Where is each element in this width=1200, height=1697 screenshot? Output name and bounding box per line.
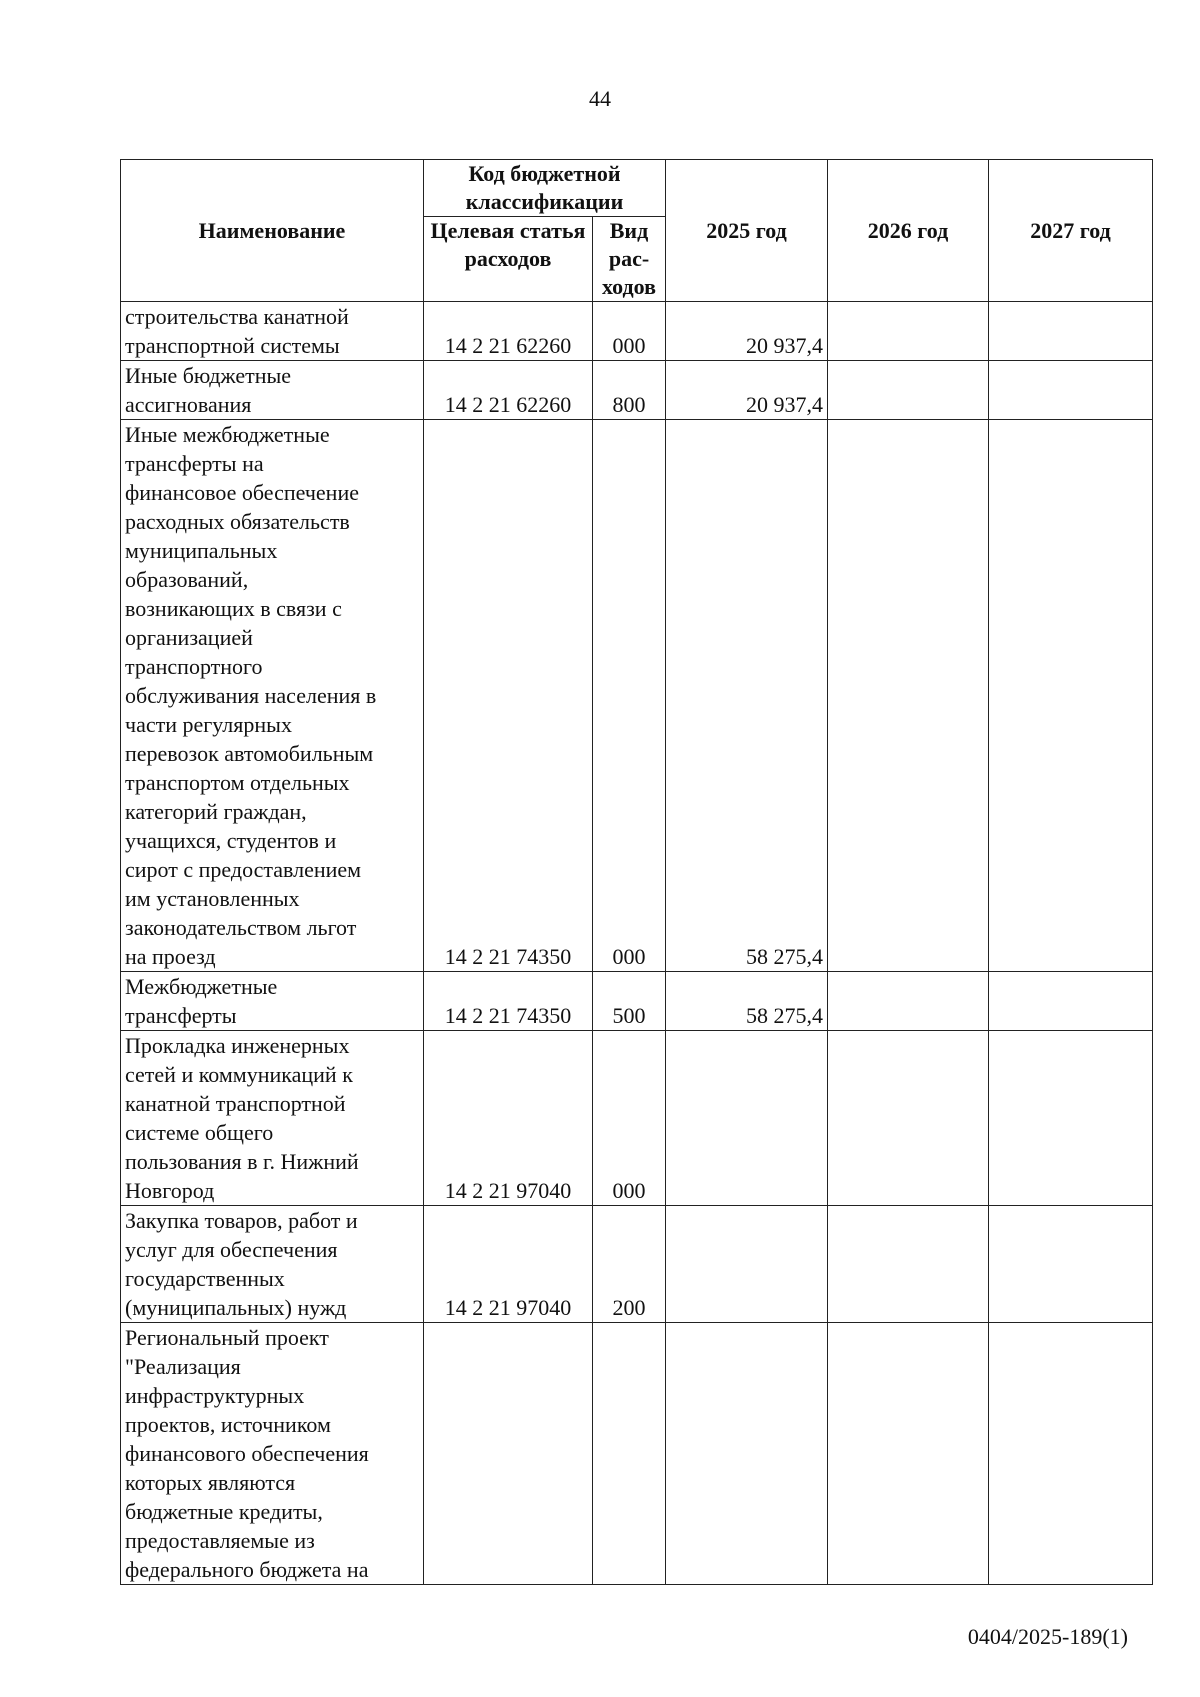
row-2026-cell bbox=[828, 361, 989, 420]
table-row bbox=[121, 972, 1153, 1031]
row-expense-kind-cell: 000 bbox=[593, 1031, 666, 1206]
table-body bbox=[121, 302, 1153, 1585]
row-2027-cell bbox=[989, 1031, 1153, 1206]
document-code: 0404/2025-189(1) bbox=[967, 1624, 1128, 1649]
row-2027-cell bbox=[989, 302, 1153, 361]
table-row bbox=[121, 1031, 1153, 1206]
row-expense-kind-cell: 000 bbox=[593, 302, 666, 361]
row-2027-cell bbox=[989, 972, 1153, 1031]
row-2026-cell bbox=[828, 1031, 989, 1206]
row-name-cell: Региональный проект "Реализация инфраструктурных проектов, источником финансового обеспечения которых являются бюджетные кредиты, предоставляемые из федерального бюджета на bbox=[121, 1323, 424, 1585]
table-row bbox=[121, 1323, 1153, 1585]
row-2026-cell bbox=[828, 420, 989, 972]
row-expense-kind-cell bbox=[593, 1323, 666, 1585]
row-2026-cell bbox=[828, 1323, 989, 1585]
header-2025: 2025 год bbox=[666, 160, 828, 302]
row-name-cell: Иные межбюджетные трансферты на финансовое обеспечение расходных обязательств муниципальных образований, возникающих в связи с организацией транспортного обслуживания населения в части регулярных перевозок автомобильным транспортом отдельных категорий граждан, учащихся, студентов и сирот с предоставлением им установленных законодательством льгот на проезд bbox=[121, 420, 424, 972]
row-target-article-cell: 14 2 21 97040 bbox=[424, 1031, 593, 1206]
row-2026-cell bbox=[828, 1206, 989, 1323]
row-2025-cell bbox=[666, 1206, 828, 1323]
row-target-article-cell bbox=[424, 1323, 593, 1585]
row-target-article-cell: 14 2 21 97040 bbox=[424, 1206, 593, 1323]
row-name-cell: строительства канатной транспортной системы bbox=[121, 302, 424, 361]
row-2025-cell bbox=[666, 1031, 828, 1206]
row-2026-cell bbox=[828, 972, 989, 1031]
table-header bbox=[121, 160, 1153, 302]
table-row bbox=[121, 361, 1153, 420]
row-2027-cell bbox=[989, 1323, 1153, 1585]
row-name-cell: Закупка товаров, работ и услуг для обеспечения государственных (муниципальных) нужд bbox=[121, 1206, 424, 1323]
row-expense-kind-cell: 200 bbox=[593, 1206, 666, 1323]
row-name-cell: Иные бюджетные ассигнования bbox=[121, 361, 424, 420]
row-2025-cell: 58 275,4 bbox=[666, 972, 828, 1031]
row-2025-cell bbox=[666, 1323, 828, 1585]
row-2025-cell: 20 937,4 bbox=[666, 361, 828, 420]
row-name-cell: Межбюджетные трансферты bbox=[121, 972, 424, 1031]
row-2025-cell: 20 937,4 bbox=[666, 302, 828, 361]
row-name-cell: Прокладка инженерных сетей и коммуникаций к канатной транспортной системе общего пользования в г. Нижний Новгород bbox=[121, 1031, 424, 1206]
row-target-article-cell: 14 2 21 62260 bbox=[424, 302, 593, 361]
header-target-article: Целевая статья расходов bbox=[424, 217, 593, 302]
row-2027-cell bbox=[989, 420, 1153, 972]
header-expense-kind: Вид рас-ходов bbox=[593, 217, 666, 302]
table-row bbox=[121, 420, 1153, 972]
row-expense-kind-cell: 500 bbox=[593, 972, 666, 1031]
row-expense-kind-cell: 000 bbox=[593, 420, 666, 972]
row-expense-kind-cell: 800 bbox=[593, 361, 666, 420]
row-target-article-cell: 14 2 21 62260 bbox=[424, 361, 593, 420]
table-row bbox=[121, 302, 1153, 361]
page-number: 44 bbox=[589, 86, 611, 111]
row-2027-cell bbox=[989, 361, 1153, 420]
table-row bbox=[121, 1206, 1153, 1323]
row-target-article-cell: 14 2 21 74350 bbox=[424, 972, 593, 1031]
header-2026: 2026 год bbox=[828, 160, 989, 302]
header-budget-code: Код бюджетной классификации bbox=[424, 160, 666, 217]
row-2026-cell bbox=[828, 302, 989, 361]
header-name: Наименование bbox=[121, 160, 424, 302]
header-2027: 2027 год bbox=[989, 160, 1153, 302]
budget-table bbox=[120, 159, 1153, 1585]
row-2025-cell: 58 275,4 bbox=[666, 420, 828, 972]
row-target-article-cell: 14 2 21 74350 bbox=[424, 420, 593, 972]
row-2027-cell bbox=[989, 1206, 1153, 1323]
